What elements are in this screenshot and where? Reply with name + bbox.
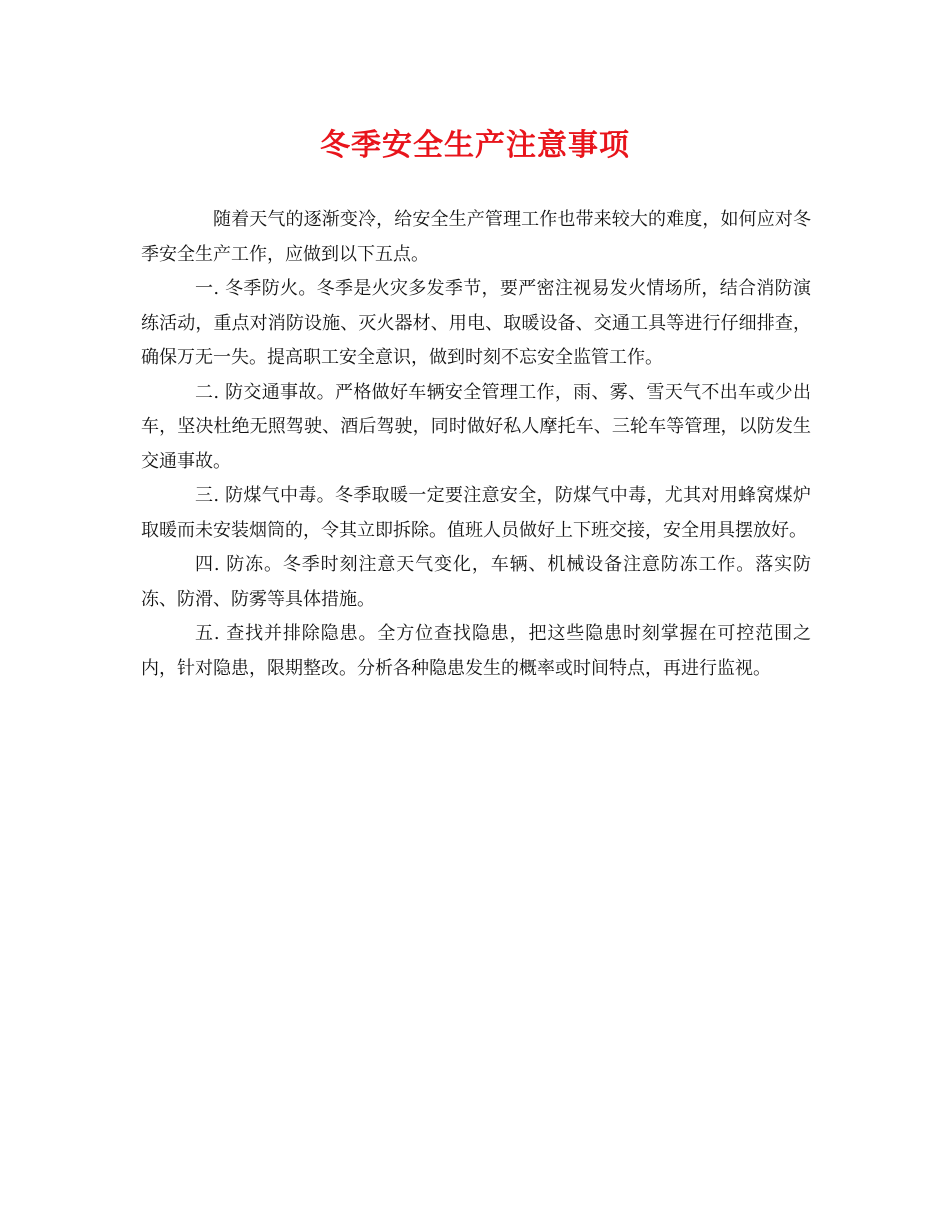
document-title: 冬季安全生产注意事项: [320, 128, 630, 163]
item-paragraph-hazards: 五. 查找并排除隐患。全方位查找隐患，把这些隐患时刻掌握在可控范围之内，针对隐患，限期整改。分析各种隐患发生的概率或时间特点，再进行监视。: [141, 623, 811, 679]
item-paragraph-traffic: 二. 防交通事故。严格做好车辆安全管理工作，雨、雾、雪天气不出车或少出车，坚决杜绝无照驾驶、酒后驾驶，同时做好私人摩托车、三轮车等管理，以防发生交通事故。: [141, 381, 811, 472]
intro-paragraph: 随着天气的逐渐变冷，给安全生产管理工作也带来较大的难度，如何应对冬季安全生产工作，应做到以下五点。: [141, 209, 811, 265]
document-body: [141, 203, 811, 686]
item-paragraph-fire: 一. 冬季防火。冬季是火灾多发季节，要严密注视易发火情场所，结合消防演练活动，重点对消防设施、灭火器材、用电、取暖设备、交通工具等进行仔细排查，确保万无一失。提高职工安全意识，做到时刻不忘安全监管工作。: [141, 278, 811, 368]
item-paragraph-gas: 三. 防煤气中毒。冬季取暖一定要注意安全，防煤气中毒，尤其对用蜂窝煤炉取暖而未安装烟筒的，令其立即拆除。值班人员做好上下班交接，安全用具摆放好。: [141, 485, 811, 541]
item-paragraph-freeze: 四. 防冻。冬季时刻注意天气变化，车辆、机械设备注意防冻工作。落实防冻、防滑、防雾等具体措施。: [141, 554, 811, 610]
